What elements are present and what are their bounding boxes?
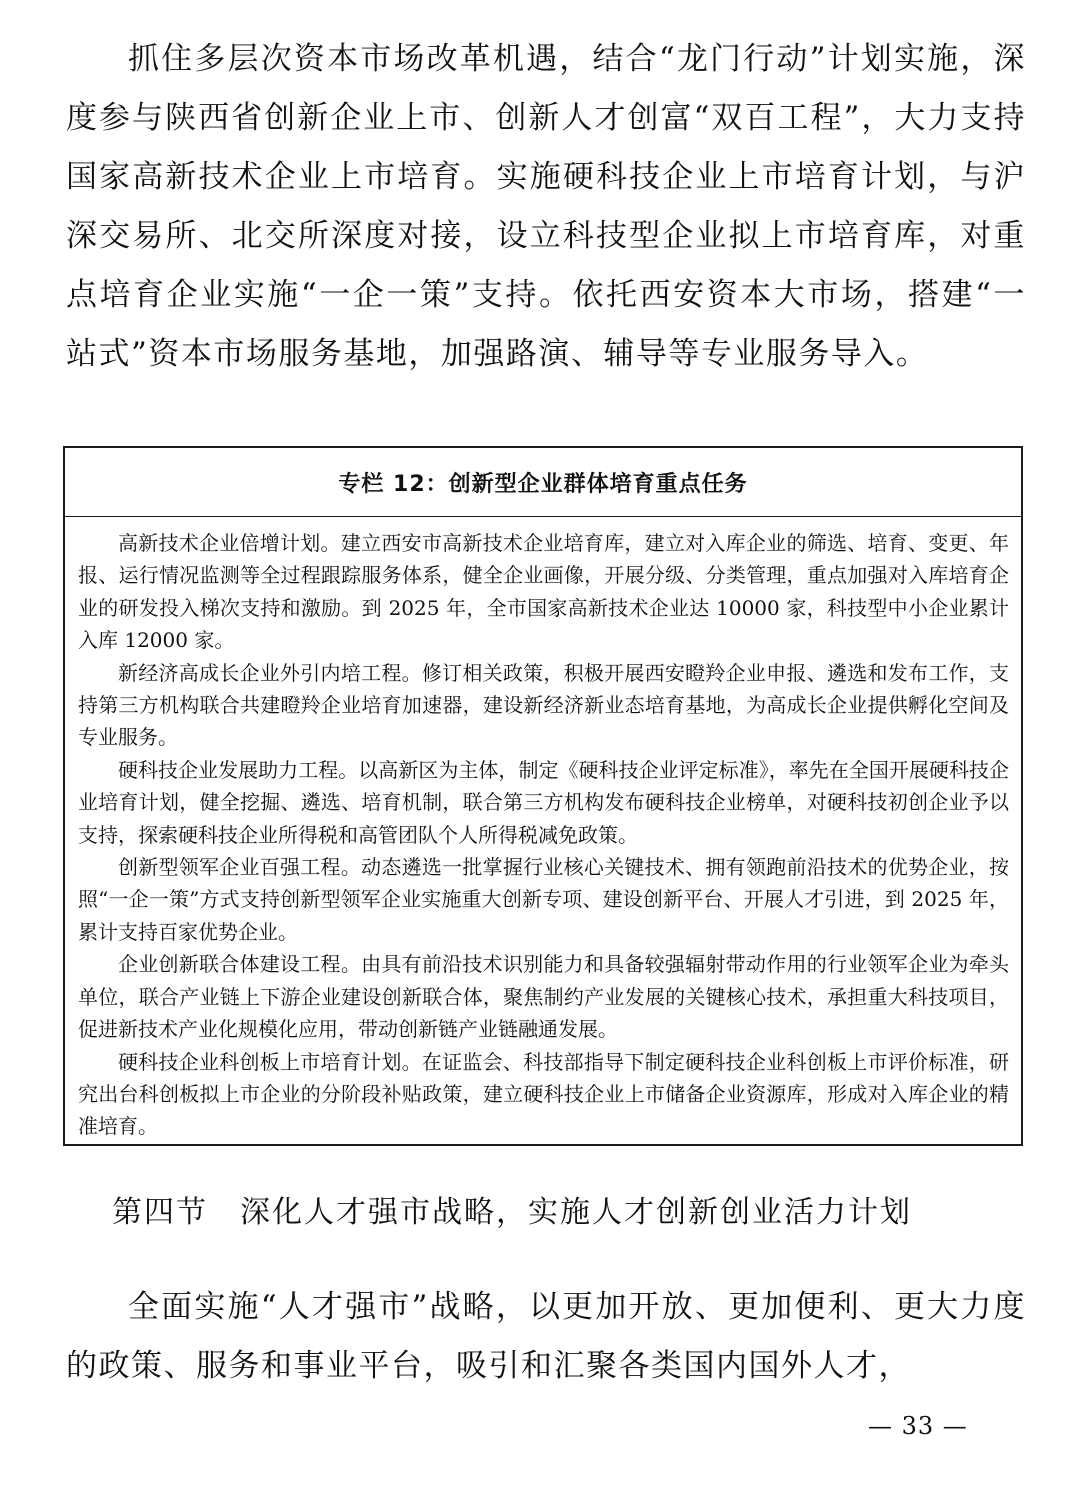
task-new-economy-growth: 新经济高成长企业外引内培工程。修订相关政策，积极开展西安瞪羚企业申报、遴选和发布工作，支持第三方机构联合共建瞪羚企业培育加速器，建设新经济新业态培育基地，为高成长企业提供孵化空间及专业服务。 [78, 660, 1009, 750]
column-box-title: 专栏 12：创新型企业群体培育重点任务 [65, 448, 1021, 517]
section-number: 第四节 [112, 1195, 208, 1230]
column-box-body [65, 517, 1021, 1143]
section-title: 深化人才强市战略，实施人才创新创业活力计划 [240, 1195, 912, 1230]
page-number: — 33 — [868, 1412, 968, 1440]
task-hard-tech-development: 硬科技企业发展助力工程。以高新区为主体，制定《硬科技企业评定标准》，率先在全国开展硬科技企业培育计划，健全挖掘、遴选、培育机制，联合第三方机构发布硬科技企业榜单，对硬科技初创企业予以支持，探索硬科技企业所得税和高管团队个人所得税减免政策。 [78, 757, 1009, 847]
task-star-market-listing: 硬科技企业科创板上市培育计划。在证监会、科技部指导下制定硬科技企业科创板上市评价标准，研究出台科创板拟上市企业的分阶段补贴政策，建立硬科技企业上市储备企业资源库，形成对入库企业的精准培育。 [78, 1049, 1009, 1139]
task-innovation-consortium: 企业创新联合体建设工程。由具有前沿技术识别能力和具备较强辐射带动作用的行业领军企业为牵头单位，联合产业链上下游企业建设创新联合体，聚焦制约产业发展的关键核心技术，承担重大科技项目，促进新技术产业化规模化应用，带动创新链产业链融通发展。 [78, 952, 1009, 1042]
task-leading-enterprises: 创新型领军企业百强工程。动态遴选一批掌握行业核心关键技术、拥有领跑前沿技术的优势企业，按照“一企一策”方式支持创新型领军企业实施重大创新专项、建设创新平台、开展人才引进，到 2025 年，累计支持百家优势企业。 [78, 855, 1009, 944]
outro-paragraph: 全面实施“人才强市”战略，以更加开放、更加便利、更大力度的政策、服务和事业平台，吸引和汇聚各类国内国外人才， [66, 1289, 1026, 1384]
section-heading [112, 1187, 912, 1231]
intro-paragraph: 抓住多层次资本市场改革机遇，结合“龙门行动”计划实施，深度参与陕西省创新企业上市、创新人才创富“双百工程”，大力支持国家高新技术企业上市培育。实施硬科技企业上市培育计划，与沪深交易所、北交所深度对接，设立科技型企业拟上市培育库，对重点培育企业实施“一企一策”支持。依托西安资本大市场，搭建“一站式”资本市场服务基地，加强路演、辅导等专业服务导入。 [66, 41, 1026, 372]
task-high-tech-doubling: 高新技术企业倍增计划。建立西安市高新技术企业培育库，建立对入库企业的筛选、培育、变更、年报、运行情况监测等全过程跟踪服务体系，健全企业画像，开展分级、分类管理，重点加强对入库培育企业的研发投入梯次支持和激励。到 2025 年，全市国家高新技术企业达 10000 家，科技型中小企业累计入库 12000 家。 [78, 531, 1009, 653]
column-box [63, 446, 1023, 1146]
